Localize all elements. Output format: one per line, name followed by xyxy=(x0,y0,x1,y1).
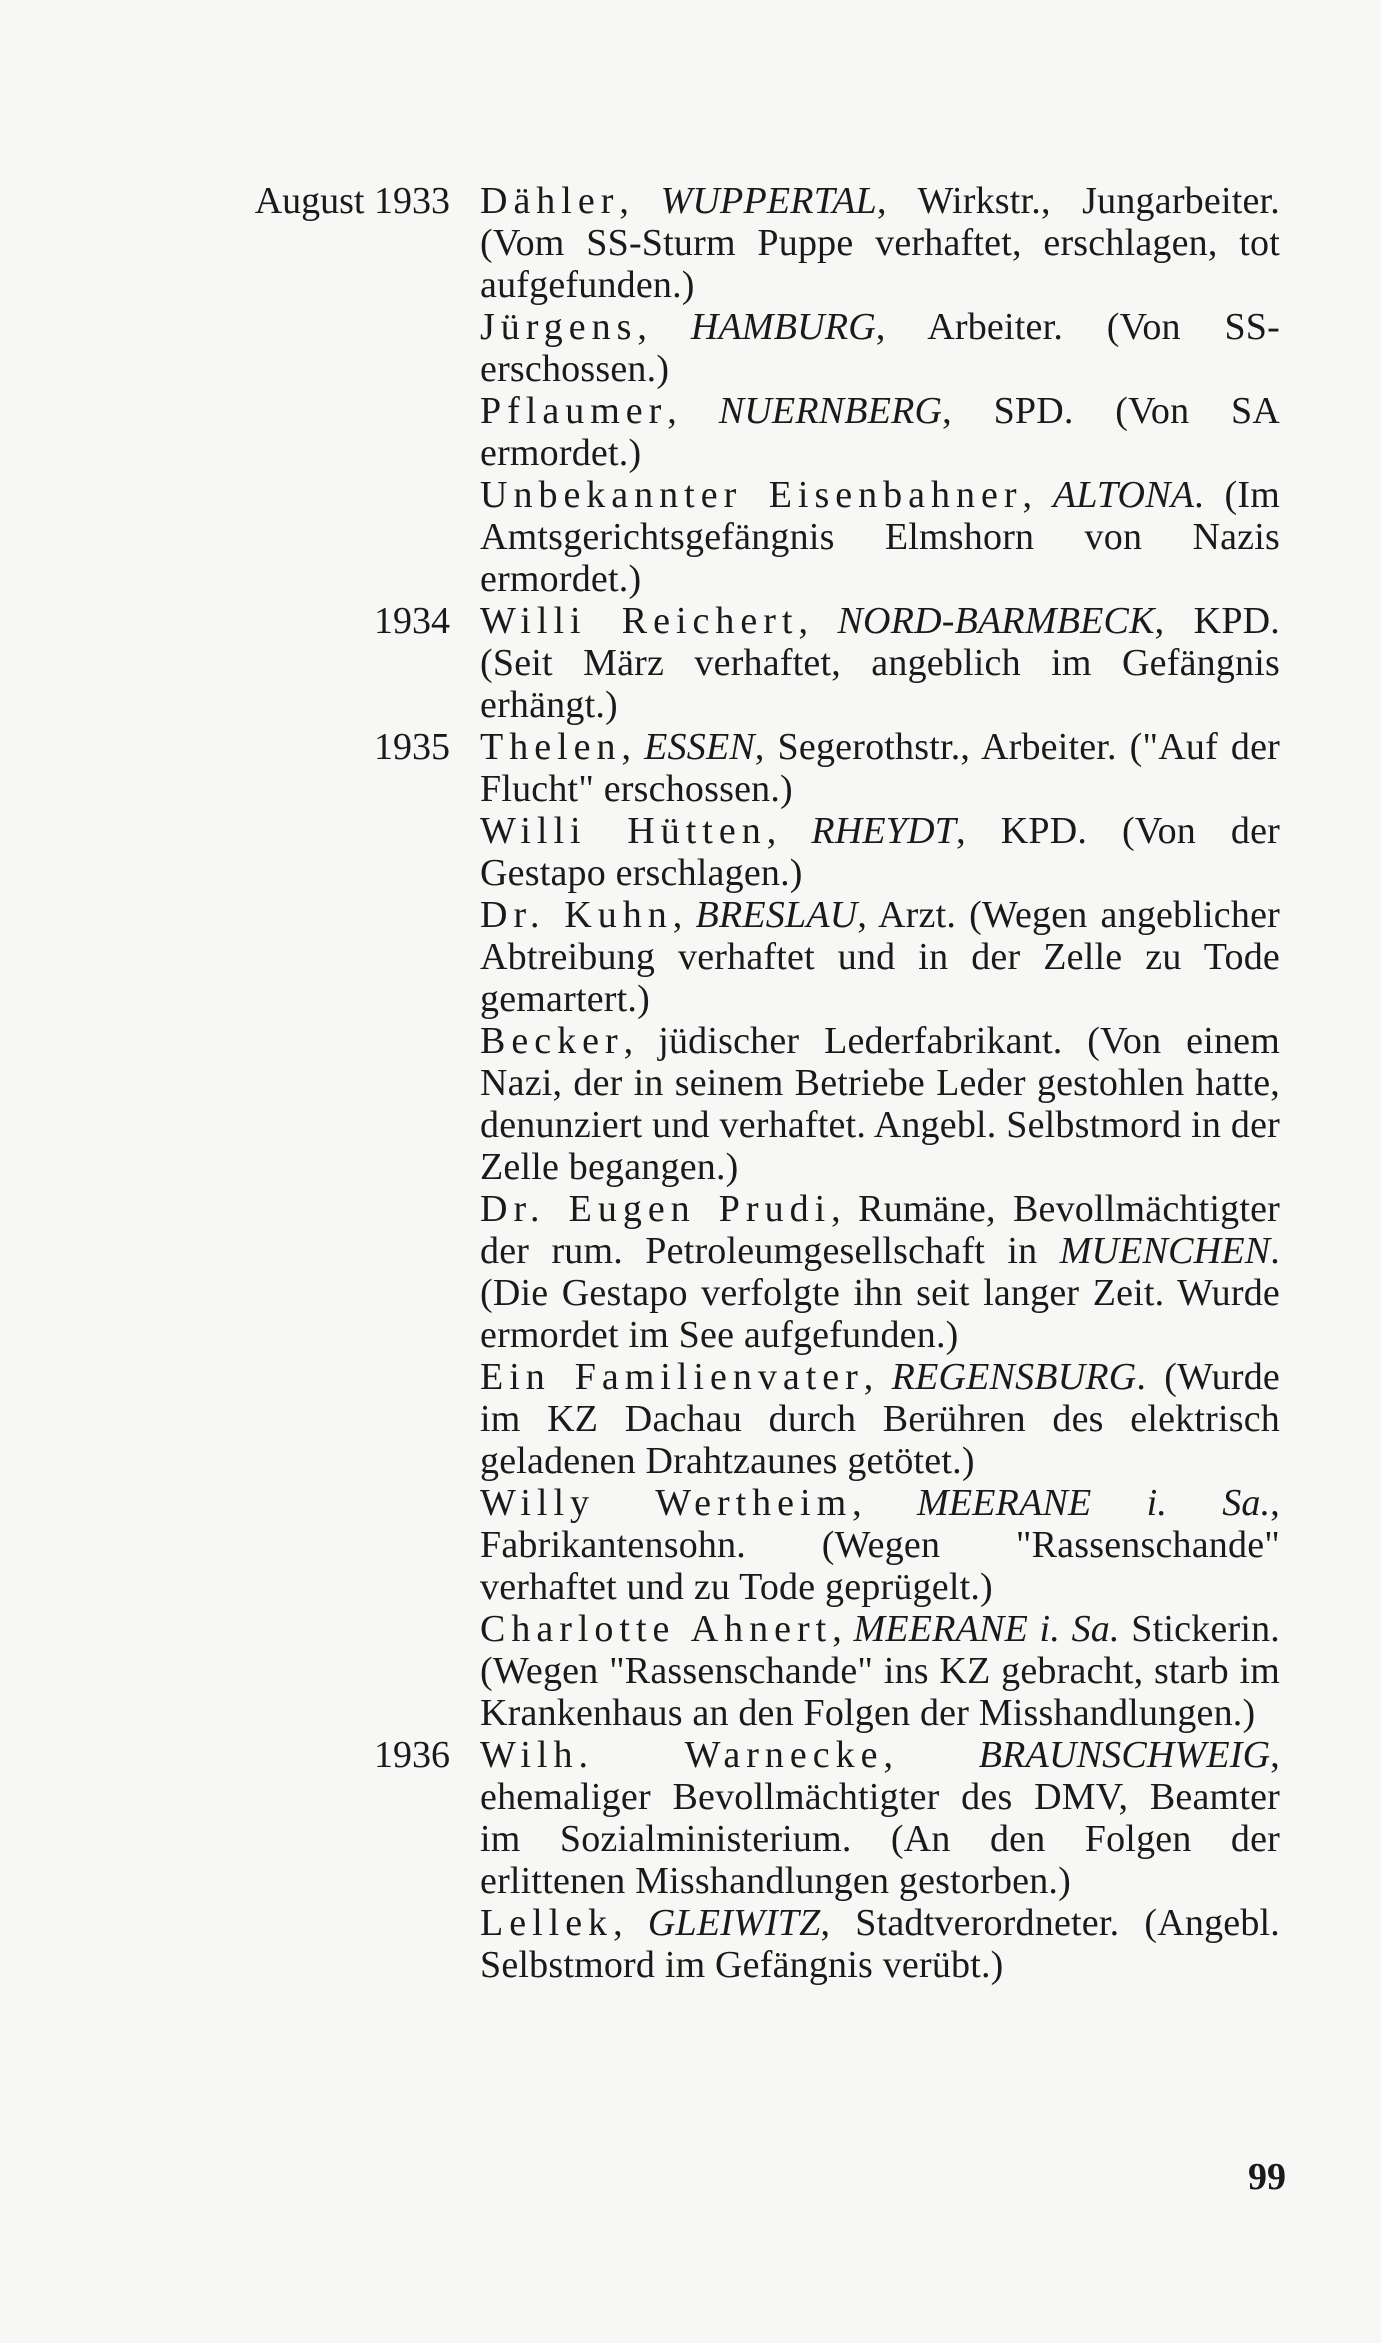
separator: , xyxy=(1022,474,1053,516)
entry-description: , Segerothstr., Arbeiter. ("Auf der Flucht" erschossen.) xyxy=(480,726,1280,810)
entry-description: , Wirkstr., Jungarbeiter. (Vom SS-Sturm Puppe verhaftet, erschlagen, tot aufgefunden.) xyxy=(480,180,1280,306)
person-name: Lellek xyxy=(480,1902,614,1944)
entry-item xyxy=(254,180,1280,306)
entry-item xyxy=(480,1356,1280,1482)
person-name: Thelen xyxy=(480,726,622,768)
entry-text xyxy=(480,1902,1280,1986)
entry-date: 1934 xyxy=(374,600,450,642)
person-name: Dähler xyxy=(480,180,620,222)
place-name: BRAUNSCHWEIG xyxy=(978,1734,1271,1776)
chronology-list xyxy=(190,180,1290,1986)
separator: , xyxy=(766,810,812,852)
separator: , xyxy=(637,306,691,348)
person-name: Pflaumer xyxy=(480,390,668,432)
separator: , xyxy=(832,1608,854,1650)
entry-date: 1935 xyxy=(374,726,450,768)
entry-text xyxy=(480,474,1280,600)
entry-description: , Stadtverordneter. (Angebl. Selbstmord im Gefängnis verübt.) xyxy=(480,1902,1280,1986)
entry-text xyxy=(480,306,1280,390)
person-name: Becker xyxy=(480,1020,624,1062)
entry-item xyxy=(480,810,1280,894)
entry-item xyxy=(480,306,1280,390)
person-name: Dr. Kuhn xyxy=(480,894,673,936)
separator: , xyxy=(672,894,696,936)
person-name: Wilh. Warnecke xyxy=(480,1734,884,1776)
entry-item xyxy=(374,600,1280,726)
separator: , xyxy=(798,600,838,642)
entry-item xyxy=(480,474,1280,600)
separator: , xyxy=(852,1482,917,1524)
entry-item xyxy=(480,1482,1280,1608)
entry-text xyxy=(480,390,1280,474)
separator: , xyxy=(621,726,645,768)
entry-item xyxy=(480,1608,1280,1734)
entry-item xyxy=(480,1902,1280,1986)
entry-description: , KPD. (Von der Gestapo erschlagen.) xyxy=(480,810,1280,894)
separator: , xyxy=(667,390,719,432)
entry-item xyxy=(480,1188,1280,1356)
entry-description: , KPD. (Seit März verhaftet, angeblich im Gefängnis erhängt.) xyxy=(480,600,1280,726)
entry-item xyxy=(480,894,1280,1020)
place-name: ESSEN xyxy=(644,726,755,768)
entry-description: . (Die Gestapo verfolgte ihn seit langer Zeit. Wurde ermordet im See aufgefunden.) xyxy=(480,1230,1280,1356)
separator: , xyxy=(863,1356,892,1398)
person-name: Jürgens xyxy=(480,306,638,348)
person-name: Willi Reichert xyxy=(480,600,799,642)
place-name: BRESLAU xyxy=(695,894,858,936)
place-name: NUERNBERG xyxy=(718,390,943,432)
entry-description: , SPD. (Von SA ermordet.) xyxy=(480,390,1280,474)
separator: , xyxy=(619,180,661,222)
entry-text xyxy=(480,600,1280,726)
entry-description: jüdischer Lederfabrikant. (Von einem Nazi, der in seinem Betriebe Leder gestohlen hatte, denunziert und verhaftet. Angebl. Selbstmord in der Zelle begangen.) xyxy=(480,1020,1280,1188)
entry-text xyxy=(480,1482,1280,1608)
entry-description: Rumäne, Bevollmächtigter der rum. Petroleumgesellschaft in xyxy=(480,1188,1281,1272)
entry-text xyxy=(480,1734,1280,1902)
entry-text xyxy=(480,1188,1280,1356)
entry-text xyxy=(480,180,1280,306)
entry-item xyxy=(480,1020,1280,1188)
place-name: HAMBURG xyxy=(690,306,876,348)
entry-description: Stickerin. (Wegen "Rassenschande" ins KZ gebracht, starb im Krankenhaus an den Folgen der Misshandlungen.) xyxy=(480,1608,1280,1734)
entry-item xyxy=(480,390,1280,474)
person-name: Willy Wertheim xyxy=(480,1482,853,1524)
person-name: Charlotte Ahnert xyxy=(480,1608,833,1650)
place-name: MEERANE i. Sa. xyxy=(917,1482,1271,1524)
page-number: 99 xyxy=(1248,2156,1286,2198)
place-name: GLEIWITZ xyxy=(647,1902,821,1944)
entry-text xyxy=(480,810,1280,894)
entry-date: August 1933 xyxy=(254,180,450,222)
entry-description: , Fabrikantensohn. (Wegen "Rassenschande" verhaftet und zu Tode geprügelt.) xyxy=(480,1482,1280,1608)
person-name: Dr. Eugen Prudi xyxy=(480,1188,832,1230)
separator: , xyxy=(883,1734,979,1776)
entry-description: . (Im Amtsgerichtsgefängnis Elmshorn von Nazis ermordet.) xyxy=(480,474,1280,600)
separator: , xyxy=(623,1020,659,1062)
place-name: WUPPERTAL xyxy=(660,180,877,222)
entry-description: , Arzt. (Wegen angeblicher Abtreibung verhaftet und in der Zelle zu Tode gemartert.) xyxy=(480,894,1280,1020)
person-name: Unbekannter Eisenbahner xyxy=(480,474,1023,516)
place-name: RHEYDT xyxy=(811,810,957,852)
place-name: MUENCHEN xyxy=(1059,1230,1271,1272)
entry-date: 1936 xyxy=(374,1734,450,1776)
entry-text xyxy=(480,1020,1280,1188)
place-name: NORD-BARMBECK xyxy=(837,600,1155,642)
person-name: Willi Hütten xyxy=(480,810,767,852)
place-name: MEERANE i. Sa. xyxy=(853,1608,1120,1650)
entry-text xyxy=(480,726,1280,810)
place-name: ALTONA xyxy=(1052,474,1195,516)
entry-text xyxy=(480,1608,1280,1734)
entry-item xyxy=(374,726,1280,810)
entry-text xyxy=(480,1356,1280,1482)
person-name: Ein Familienvater xyxy=(480,1356,864,1398)
entry-description: , ehemaliger Bevollmächtigter des DMV, Beamter im Sozialministerium. (An den Folgen der erlittenen Misshandlungen gestorben.) xyxy=(480,1734,1280,1902)
entry-item xyxy=(374,1734,1280,1902)
place-name: REGENSBURG xyxy=(891,1356,1137,1398)
entry-description: , Arbeiter. (Von SS-erschossen.) xyxy=(480,306,1280,390)
separator: , xyxy=(613,1902,648,1944)
separator: , xyxy=(831,1188,859,1230)
entry-description: . (Wurde im KZ Dachau durch Berühren des elektrisch geladenen Drahtzaunes getötet.) xyxy=(480,1356,1280,1482)
entry-text xyxy=(480,894,1280,1020)
